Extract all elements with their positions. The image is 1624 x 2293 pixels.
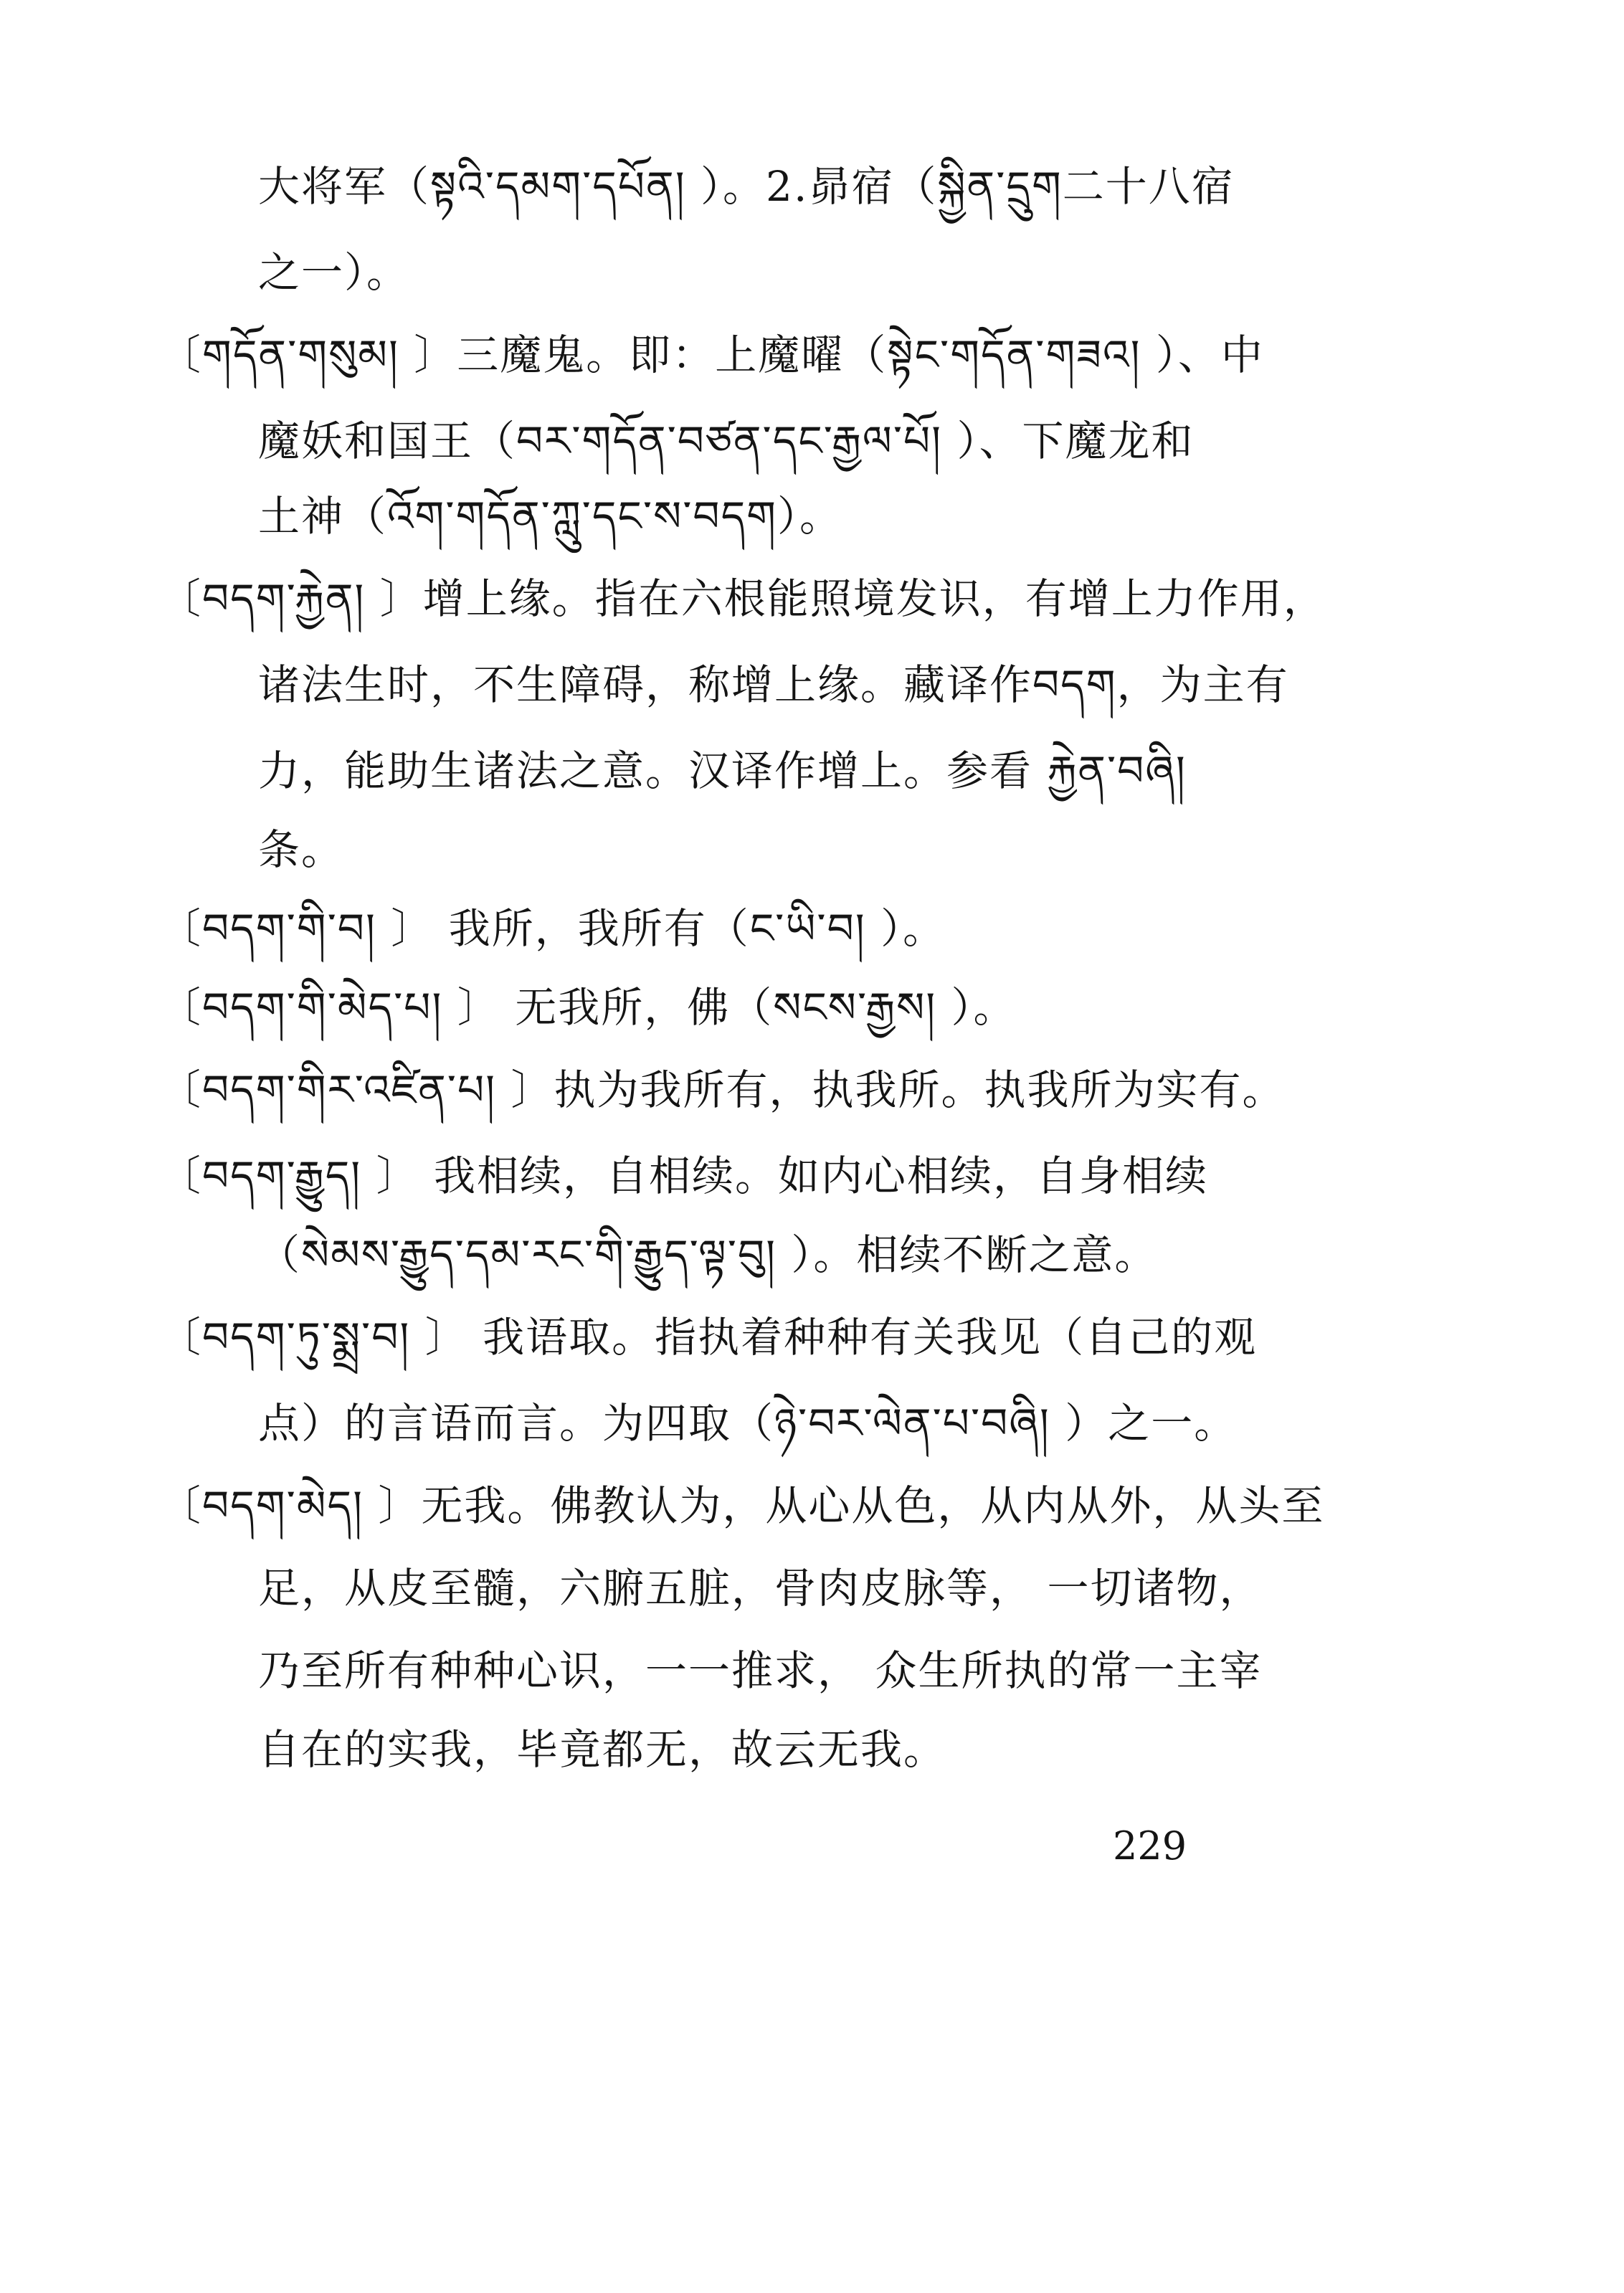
entry-headword-line: 〔བདག་རྐྱེན། 〕增上缘。指在六根能照境发识，有增上力作用， bbox=[159, 574, 1326, 623]
entry-line: 足，从皮至髓，六腑五脏，骨肉皮脉等， 一切诸物， bbox=[258, 1564, 1263, 1613]
entry-headword-line: 〔བདག་ཏུ་སྨྲ་བ། 〕 我语取。指执着种种有关我见（自己的观 bbox=[159, 1313, 1258, 1362]
entry-headword-line: 〔བདག་གིར་འཛིན་པ། 〕执为我所有，执我所。执我所为实有。 bbox=[159, 1065, 1286, 1114]
entry-line: 诸法生时，不生障碍，称增上缘。藏译作བདག，为主有 bbox=[258, 660, 1289, 709]
entry-line: 点）的言语而言。为四取（ཉེ་བར་ལེན་པ་བཞི། ）之一。 bbox=[258, 1399, 1238, 1448]
entry-line: 自在的实我，毕竟都无，故云无我。 bbox=[258, 1725, 947, 1774]
entry-line: （སེམས་རྒྱུད་དམ་རང་གི་རྒྱུད་ལྟ་བུ། ）。相续不断之意。 bbox=[258, 1230, 1158, 1279]
entry-line: 大将军（སྟའི་དམག་དཔོན། ）。2.昴宿（སྐྱིན་དྲུག二十八宿 bbox=[258, 162, 1235, 211]
entry-headword-line: 〔བདག་གི་བ། 〕 我所，我所有（ང་ཡི་བ། ）。 bbox=[159, 904, 946, 953]
entry-line: 乃至所有种种心识，一一推求， 众生所执的常一主宰 bbox=[258, 1646, 1263, 1695]
entry-headword-line: 〔གདོན་གསུམ། 〕三魔鬼。即：上魔曜（སྟེང་གདོན་གཟའ། ）、中 bbox=[159, 331, 1264, 379]
page-number: 229 bbox=[1113, 1823, 1187, 1869]
entry-headword-line: 〔བདག་གི་མེད་པ། 〕 无我所，佛（སངས་རྒྱས། ）。 bbox=[159, 983, 1017, 1032]
entry-headword-line: 〔བདག་མེད། 〕无我。佛教认为，从心从色，从内从外，从头至 bbox=[159, 1481, 1325, 1530]
entry-line: 土神（འོག་གདོན་ཀླུ་དང་ས་བདག）。 bbox=[258, 492, 842, 541]
entry-line: 条。 bbox=[258, 825, 345, 874]
entry-line: 之一）。 bbox=[258, 248, 410, 297]
entry-line: 魔妖和国王（བར་གདོན་བཙན་དང་རྒྱལ་པོ། ）、下魔龙和 bbox=[258, 417, 1195, 465]
entry-headword-line: 〔བདག་རྒྱུད། 〕 我相续，自相续。如内心相续，自身相续 bbox=[159, 1152, 1209, 1200]
entry-line: 力，能助生诸法之意。汉译作增上。参看 རྐྱེན་བཞི། bbox=[258, 746, 1187, 795]
